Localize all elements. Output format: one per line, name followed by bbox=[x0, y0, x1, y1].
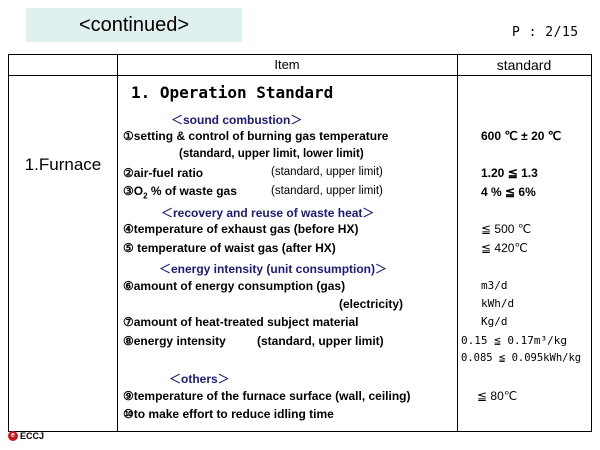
item-1-sub: (standard, upper limit, lower limit) bbox=[179, 148, 364, 160]
item-3-subscript: 2 bbox=[143, 191, 148, 201]
item-3-rest: % of waste gas bbox=[147, 184, 237, 198]
standard-8: 0.15 ≦ 0.17m³/kg bbox=[461, 334, 567, 347]
standard-5: ≦ 420℃ bbox=[481, 241, 528, 255]
item-3-prefix: ③O bbox=[123, 184, 144, 198]
standard-6b: kWh/d bbox=[481, 297, 515, 310]
item-7: ⑦amount of heat-treated subject material bbox=[123, 315, 359, 329]
item-5: ⑤ temperature of waist gas (after HX) bbox=[123, 241, 336, 255]
item-6: ⑥amount of energy consumption (gas) bbox=[123, 279, 346, 293]
standard-1: 600 ℃ ± 20 ℃ bbox=[481, 129, 562, 143]
standard-6: m3/d bbox=[481, 279, 508, 292]
header-item: Item bbox=[274, 57, 300, 72]
page-number: P : 2/15 bbox=[512, 25, 579, 40]
standard-7: Kg/d bbox=[481, 315, 508, 328]
standard-3: 4 % ≦ 6% bbox=[481, 185, 536, 199]
column-divider-2 bbox=[457, 55, 458, 431]
eccj-logo-text: ECCJ bbox=[20, 431, 45, 441]
section-recovery: ＜recovery and reuse of waste heat＞ bbox=[161, 206, 375, 220]
eccj-logo-mark-icon: e bbox=[8, 431, 18, 441]
section-heading: 1. Operation Standard bbox=[131, 83, 334, 102]
eccj-logo bbox=[8, 431, 44, 441]
header-standard: standard bbox=[496, 57, 552, 73]
section-others: ＜others＞ bbox=[169, 372, 230, 386]
item-4: ④temperature of exhaust gas (before HX) bbox=[123, 222, 359, 236]
row-label-furnace: 1.Furnace bbox=[24, 155, 102, 174]
continued-banner: <continued> bbox=[26, 8, 242, 42]
header-divider bbox=[9, 75, 591, 76]
item-2-note: (standard, upper limit) bbox=[271, 166, 383, 178]
item-10: ⑩to make effort to reduce idling time bbox=[123, 407, 334, 421]
item-2: ②air-fuel ratio bbox=[123, 166, 204, 180]
standard-2: 1.20 ≦ 1.3 bbox=[481, 166, 538, 180]
standard-9: ≦ 80℃ bbox=[477, 389, 518, 403]
item-3-note: (standard, upper limit) bbox=[271, 185, 383, 197]
item-6-sub: (electricity) bbox=[339, 297, 404, 311]
item-3 bbox=[123, 184, 237, 200]
item-9: ⑨temperature of the furnace surface (wall, ceiling) bbox=[123, 389, 411, 403]
section-energy-intensity: ＜energy intensity (unit consumption)＞ bbox=[159, 262, 388, 276]
section-sound-combustion: ＜sound combustion＞ bbox=[171, 113, 303, 127]
standard-8b: 0.085 ≦ 0.095kWh/kg bbox=[461, 352, 582, 364]
operation-standard-table bbox=[8, 54, 592, 432]
standard-4: ≦ 500 ℃ bbox=[481, 222, 532, 236]
item-1: ①setting & control of burning gas temperature bbox=[123, 129, 389, 143]
column-divider-1 bbox=[117, 55, 118, 431]
item-8: ⑧energy intensity bbox=[123, 334, 226, 348]
item-8-note: (standard, upper limit) bbox=[257, 334, 384, 348]
